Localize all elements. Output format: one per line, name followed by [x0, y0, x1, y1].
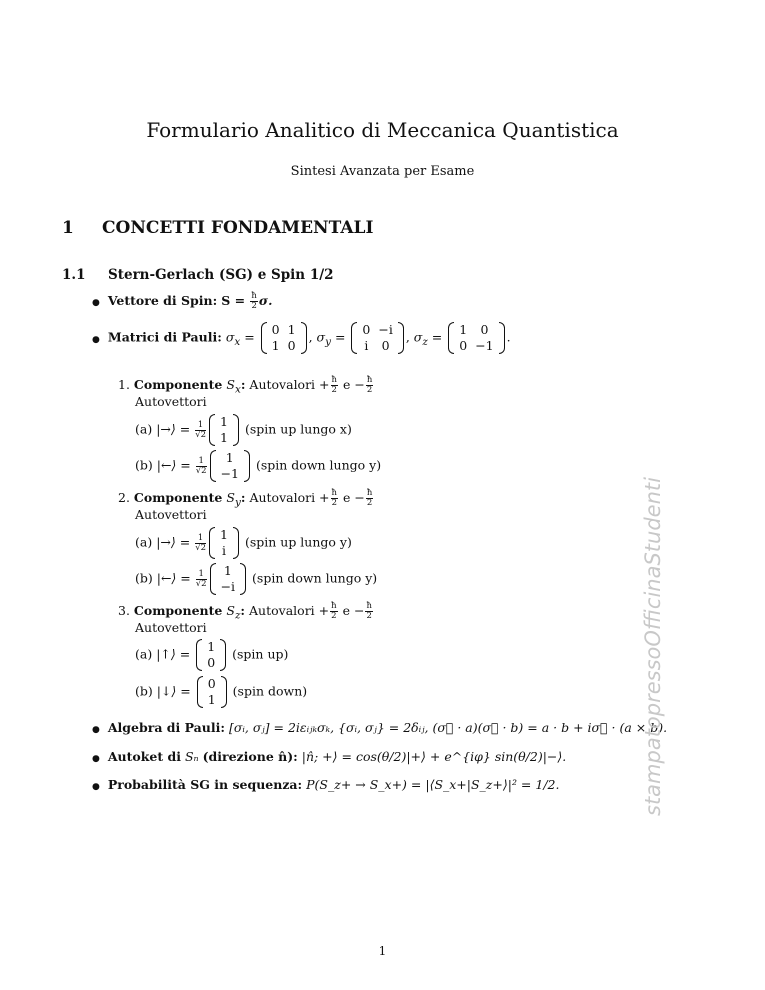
matrix-sigma-z: 1 0 0 −1	[448, 322, 504, 354]
eigenvectors-label: Autovettori	[135, 620, 207, 635]
section-title: CONCETTI FONDAMENTALI	[102, 218, 374, 238]
eigenvector: (a) |→⟩ = $\frac{1}{√2}$ 1 i (spin up lungo y)	[135, 527, 352, 558]
bullet-pauli-matrices: ● Matrici di Pauli: $\sigma_x$ = 0 1 1 0 , $\sigma_y$ = 0 −i i 0 , $\sigma_z$ = 1 0 0 −1 .	[92, 322, 511, 353]
eigenvector: (a) |↑⟩ = 1 0 (spin up)	[135, 639, 289, 670]
eigenvectors-label: Autovettori	[135, 507, 207, 522]
bullet-pauli-algebra: ● Algebra di Pauli: [σᵢ, σⱼ] = 2iεᵢⱼₖσₖ, {σᵢ, σⱼ} = 2δᵢⱼ, (σ⃗ · a)(σ⃗ · b) = a · b + iσ⃗ · (a × b).	[92, 720, 668, 735]
component-item: 3. Componente $S_z$: Autovalori + $\frac{ħ}{2}$ e − $\frac{ħ}{2}$	[118, 601, 372, 622]
bullet-sg-probability: ● Probabilità SG in sequenza: P(S_z+ → S_x+) = |⟨S_x+|S_z+⟩|² = 1/2.	[92, 777, 560, 792]
eigenvector: (b) |↓⟩ = 0 1 (spin down)	[135, 676, 308, 707]
bullet-autoket: ● Autoket di Sₙ (direzione n̂): |n̂; +⟩ = cos(θ/2)|+⟩ + e^{iφ} sin(θ/2)|−⟩.	[92, 749, 567, 764]
section-number: 1	[62, 218, 74, 238]
subsection-title: Stern-Gerlach (SG) e Spin 1/2	[108, 267, 334, 283]
page-number: 1	[378, 944, 387, 958]
eigenvector: (b) |←⟩ = $\frac{1}{√2}$ 1 −1 (spin down lungo y)	[135, 450, 382, 481]
document-title: Formulario Analitico di Meccanica Quantistica	[146, 118, 619, 142]
component-item: 1. Componente $S_x$: Autovalori + $\frac{ħ}{2}$ e − $\frac{ħ}{2}$	[118, 375, 373, 396]
document-subtitle: Sintesi Avanzata per Esame	[290, 164, 475, 179]
eigenvector: (a) |→⟩ = $\frac{1}{√2}$ 1 1 (spin up lungo x)	[135, 414, 352, 445]
watermark: stampatopressoOfficinaStudenti	[641, 477, 665, 816]
component-item: 2. Componente $S_y$: Autovalori + $\frac{ħ}{2}$ e − $\frac{ħ}{2}$	[118, 488, 373, 509]
bullet-spin-vector: ● Vettore di Spin: S = $\frac{ħ}{2}$ σ.	[92, 291, 273, 311]
matrix-sigma-y: 0 −i i 0	[351, 322, 403, 354]
subsection-number: 1.1	[62, 267, 86, 283]
matrix-sigma-x: 0 1 1 0	[261, 322, 307, 354]
eigenvector: (b) |←⟩ = $\frac{1}{√2}$ 1 −i (spin down lungo y)	[135, 563, 378, 594]
eigenvectors-label: Autovettori	[135, 394, 207, 409]
